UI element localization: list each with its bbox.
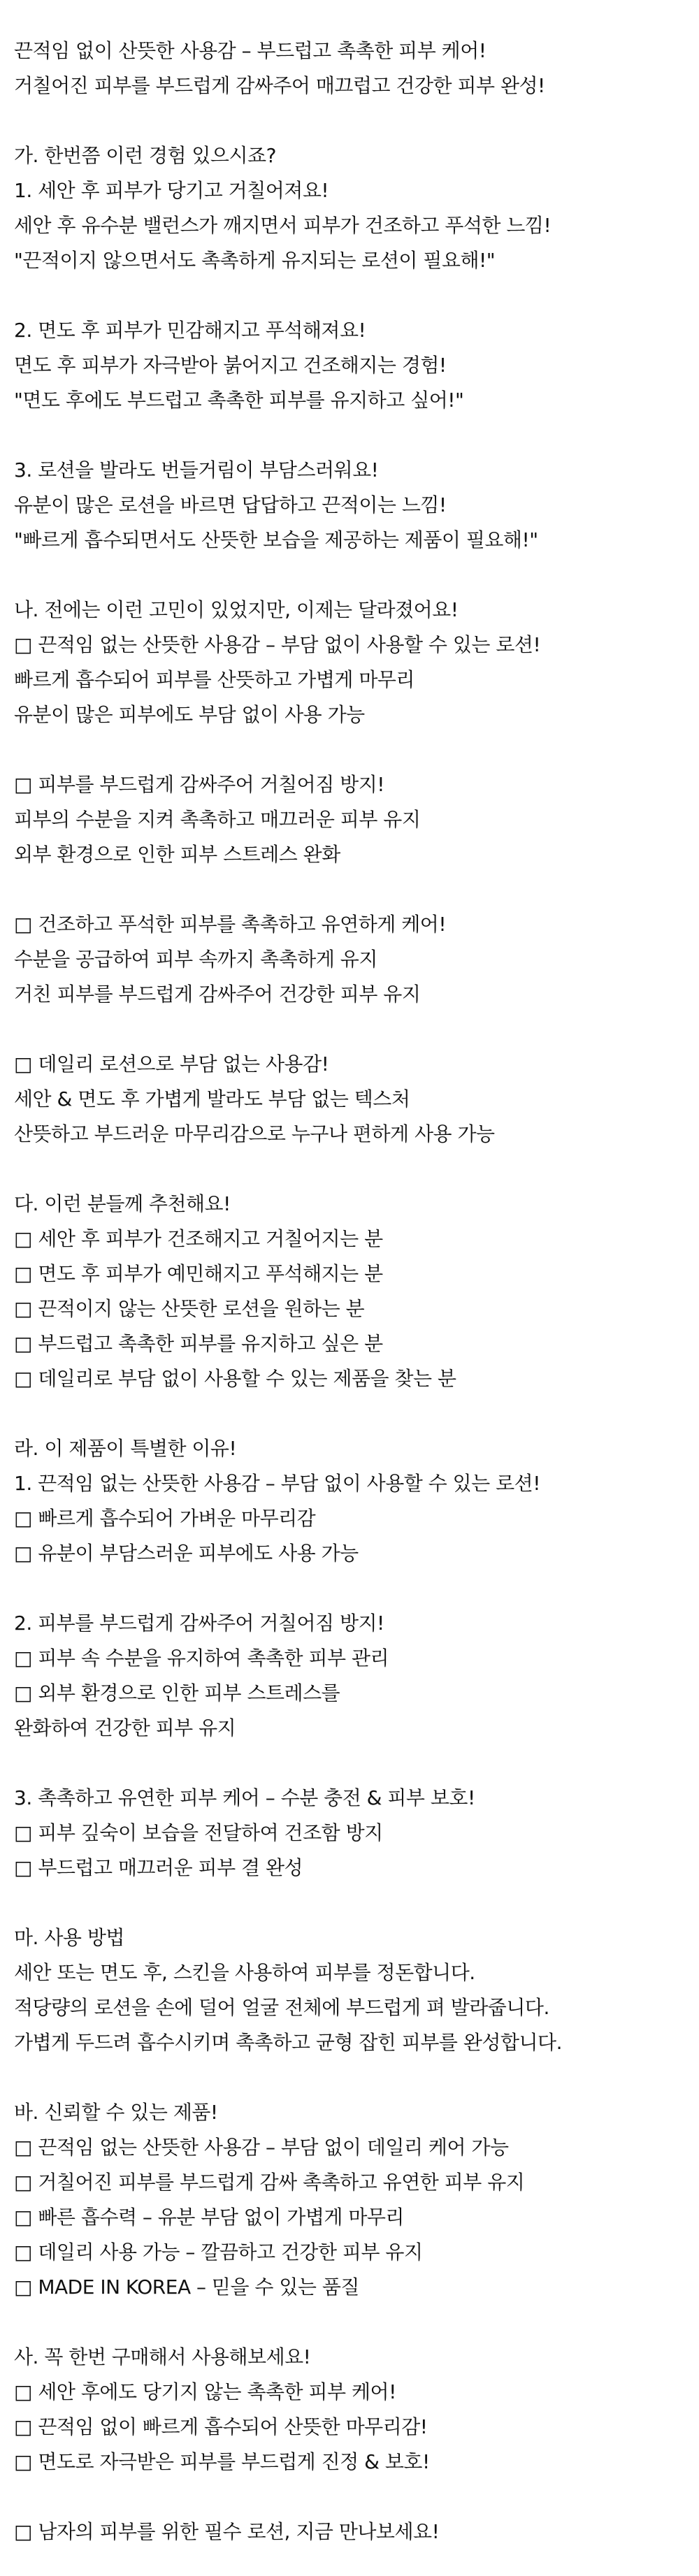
text-line: 세안 또는 면도 후, 스킨을 사용하여 피부를 정돈합니다. <box>14 1961 475 1984</box>
benefit-2 <box>14 767 699 872</box>
text-line: 적당량의 로션을 손에 덜어 얼굴 전체에 부드럽게 펴 발라줍니다. <box>14 1996 549 2019</box>
text-line: "빠르게 흡수되면서도 산뜻한 보습을 제공하는 제품이 필요해!" <box>14 528 538 551</box>
text-line: 유분이 많은 로션을 바르면 답답하고 끈적이는 느낌! <box>14 493 447 516</box>
text-line: 산뜻하고 부드러운 마무리감으로 누구나 편하게 사용 가능 <box>14 1122 495 1145</box>
text-line: 빠르게 흡수되어 피부를 산뜻하고 가볍게 마무리 <box>14 668 415 691</box>
block-0 <box>14 34 699 103</box>
section-heading: 사. 꼭 한번 구매해서 사용해보세요! <box>14 2345 311 2368</box>
text-line: "면도 후에도 부드럽고 촉촉한 피부를 유지하고 싶어!" <box>14 389 464 412</box>
section-usage <box>14 1920 699 2060</box>
text-line: □ 피부를 부드럽게 감싸주어 거칠어짐 방지! <box>14 773 384 796</box>
text-line: 외부 환경으로 인한 피부 스트레스 완화 <box>14 843 340 866</box>
section-special <box>14 1431 699 1571</box>
text-line: 완화하여 건강한 피부 유지 <box>14 1716 236 1739</box>
section-heading: 나. 전에는 이런 고민이 있었지만, 이제는 달라졌어요! <box>14 598 459 621</box>
text-line: 1. 끈적임 없는 산뜻한 사용감 – 부담 없이 사용할 수 있는 로션! <box>14 1472 540 1495</box>
text-line: □ 면도로 자극받은 피부를 부드럽게 진정 & 보호! <box>14 2450 430 2473</box>
text-line: □ 끈적임 없는 산뜻한 사용감 – 부담 없이 사용할 수 있는 로션! <box>14 633 541 656</box>
text-line: □ 거칠어진 피부를 부드럽게 감싸 촉촉하고 유연한 피부 유지 <box>14 2171 525 2194</box>
closing-line: □ 남자의 피부를 위한 필수 로션, 지금 만나보세요! <box>14 2520 440 2543</box>
text-line: 피부의 수분을 지켜 촉촉하고 매끄러운 피부 유지 <box>14 808 421 831</box>
text-line: □ 데일리 사용 가능 – 깔끔하고 건강한 피부 유지 <box>14 2241 423 2264</box>
text-line: 면도 후 피부가 자극받아 붉어지고 건조해지는 경험! <box>14 354 447 377</box>
closing <box>14 2515 699 2549</box>
text-line: 세안 & 면도 후 가볍게 발라도 부담 없는 텍스처 <box>14 1087 410 1110</box>
section-buy <box>14 2340 699 2480</box>
text-line: 세안 후 유수분 밸런스가 깨지면서 피부가 건조하고 푸석한 느낌! <box>14 214 552 237</box>
headline: 끈적임 없이 산뜻한 사용감 – 부드럽고 촉촉한 피부 케어! <box>14 39 487 62</box>
special-2 <box>14 1606 699 1746</box>
section-heading: 라. 이 제품이 특별한 이유! <box>14 1437 237 1460</box>
text-line: 1. 세안 후 피부가 당기고 거칠어져요! <box>14 179 329 202</box>
text-line: □ 세안 후에도 당기지 않는 촉촉한 피부 케어! <box>14 2380 396 2403</box>
experience-3 <box>14 453 699 558</box>
section-heading: 마. 사용 방법 <box>14 1926 124 1949</box>
text-line: □ 데일리 로션으로 부담 없는 사용감! <box>14 1052 329 1076</box>
text-line: □ 끈적이지 않는 산뜻한 로션을 원하는 분 <box>14 1297 365 1320</box>
section-trust <box>14 2095 699 2305</box>
text-line: 2. 피부를 부드럽게 감싸주어 거칠어짐 방지! <box>14 1612 384 1635</box>
section-recommend <box>14 1187 699 1396</box>
text-line: □ 피부 깊숙이 보습을 전달하여 건조함 방지 <box>14 1821 383 1844</box>
text-line: "끈적이지 않으면서도 촉촉하게 유지되는 로션이 필요해!" <box>14 249 496 272</box>
text-line: □ 부드럽고 매끄러운 피부 결 완성 <box>14 1856 303 1879</box>
text-line: □ 부드럽고 촉촉한 피부를 유지하고 싶은 분 <box>14 1332 383 1355</box>
benefit-3 <box>14 907 699 1012</box>
text-line: 거친 피부를 부드럽게 감싸주어 건강한 피부 유지 <box>14 983 421 1006</box>
text-line: 3. 로션을 발라도 번들거림이 부담스러워요! <box>14 458 379 482</box>
text-line: □ 빠른 흡수력 – 유분 부담 없이 가볍게 마무리 <box>14 2206 404 2229</box>
text-line: □ 유분이 부담스러운 피부에도 사용 가능 <box>14 1542 359 1565</box>
text-line: □ 피부 속 수분을 유지하여 촉촉한 피부 관리 <box>14 1647 389 1670</box>
text-line: 가볍게 두드려 흡수시키며 촉촉하고 균형 잡힌 피부를 완성합니다. <box>14 2031 563 2054</box>
text-line: □ 건조하고 푸석한 피부를 촉촉하고 유연하게 케어! <box>14 913 447 936</box>
text-line: □ 면도 후 피부가 예민해지고 푸석해지는 분 <box>14 1262 383 1285</box>
section-before-after <box>14 593 699 732</box>
benefit-4 <box>14 1047 699 1152</box>
text-line: □ MADE IN KOREA – 믿을 수 있는 품질 <box>14 2275 359 2299</box>
text-line: □ 빠르게 흡수되어 가벼운 마무리감 <box>14 1507 316 1530</box>
section-heading: 다. 이런 분들께 추천해요! <box>14 1192 231 1215</box>
text-line: 수분을 공급하여 피부 속까지 촉촉하게 유지 <box>14 948 377 971</box>
section-heading: 바. 신뢰할 수 있는 제품! <box>14 2101 218 2124</box>
text-line: □ 끈적임 없는 산뜻한 사용감 – 부담 없이 데일리 케어 가능 <box>14 2136 509 2159</box>
text-line: 유분이 많은 피부에도 부담 없이 사용 가능 <box>14 703 365 726</box>
text-line: □ 데일리로 부담 없이 사용할 수 있는 제품을 찾는 분 <box>14 1367 456 1390</box>
text-line: 3. 촉촉하고 유연한 피부 케어 – 수분 충전 & 피부 보호! <box>14 1786 475 1809</box>
text-line: 2. 면도 후 피부가 민감해지고 푸석해져요! <box>14 319 366 342</box>
experience-2 <box>14 313 699 418</box>
text-line: □ 세안 후 피부가 건조해지고 거칠어지는 분 <box>14 1227 383 1250</box>
text-line: □ 외부 환경으로 인한 피부 스트레스를 <box>14 1681 340 1705</box>
section-experience <box>14 138 699 278</box>
special-3 <box>14 1781 699 1886</box>
text-line: □ 끈적임 없이 빠르게 흡수되어 산뜻한 마무리감! <box>14 2415 428 2438</box>
section-heading: 가. 한번쯤 이런 경험 있으시죠? <box>14 144 276 167</box>
subheadline: 거칠어진 피부를 부드럽게 감싸주어 매끄럽고 건강한 피부 완성! <box>14 74 545 97</box>
